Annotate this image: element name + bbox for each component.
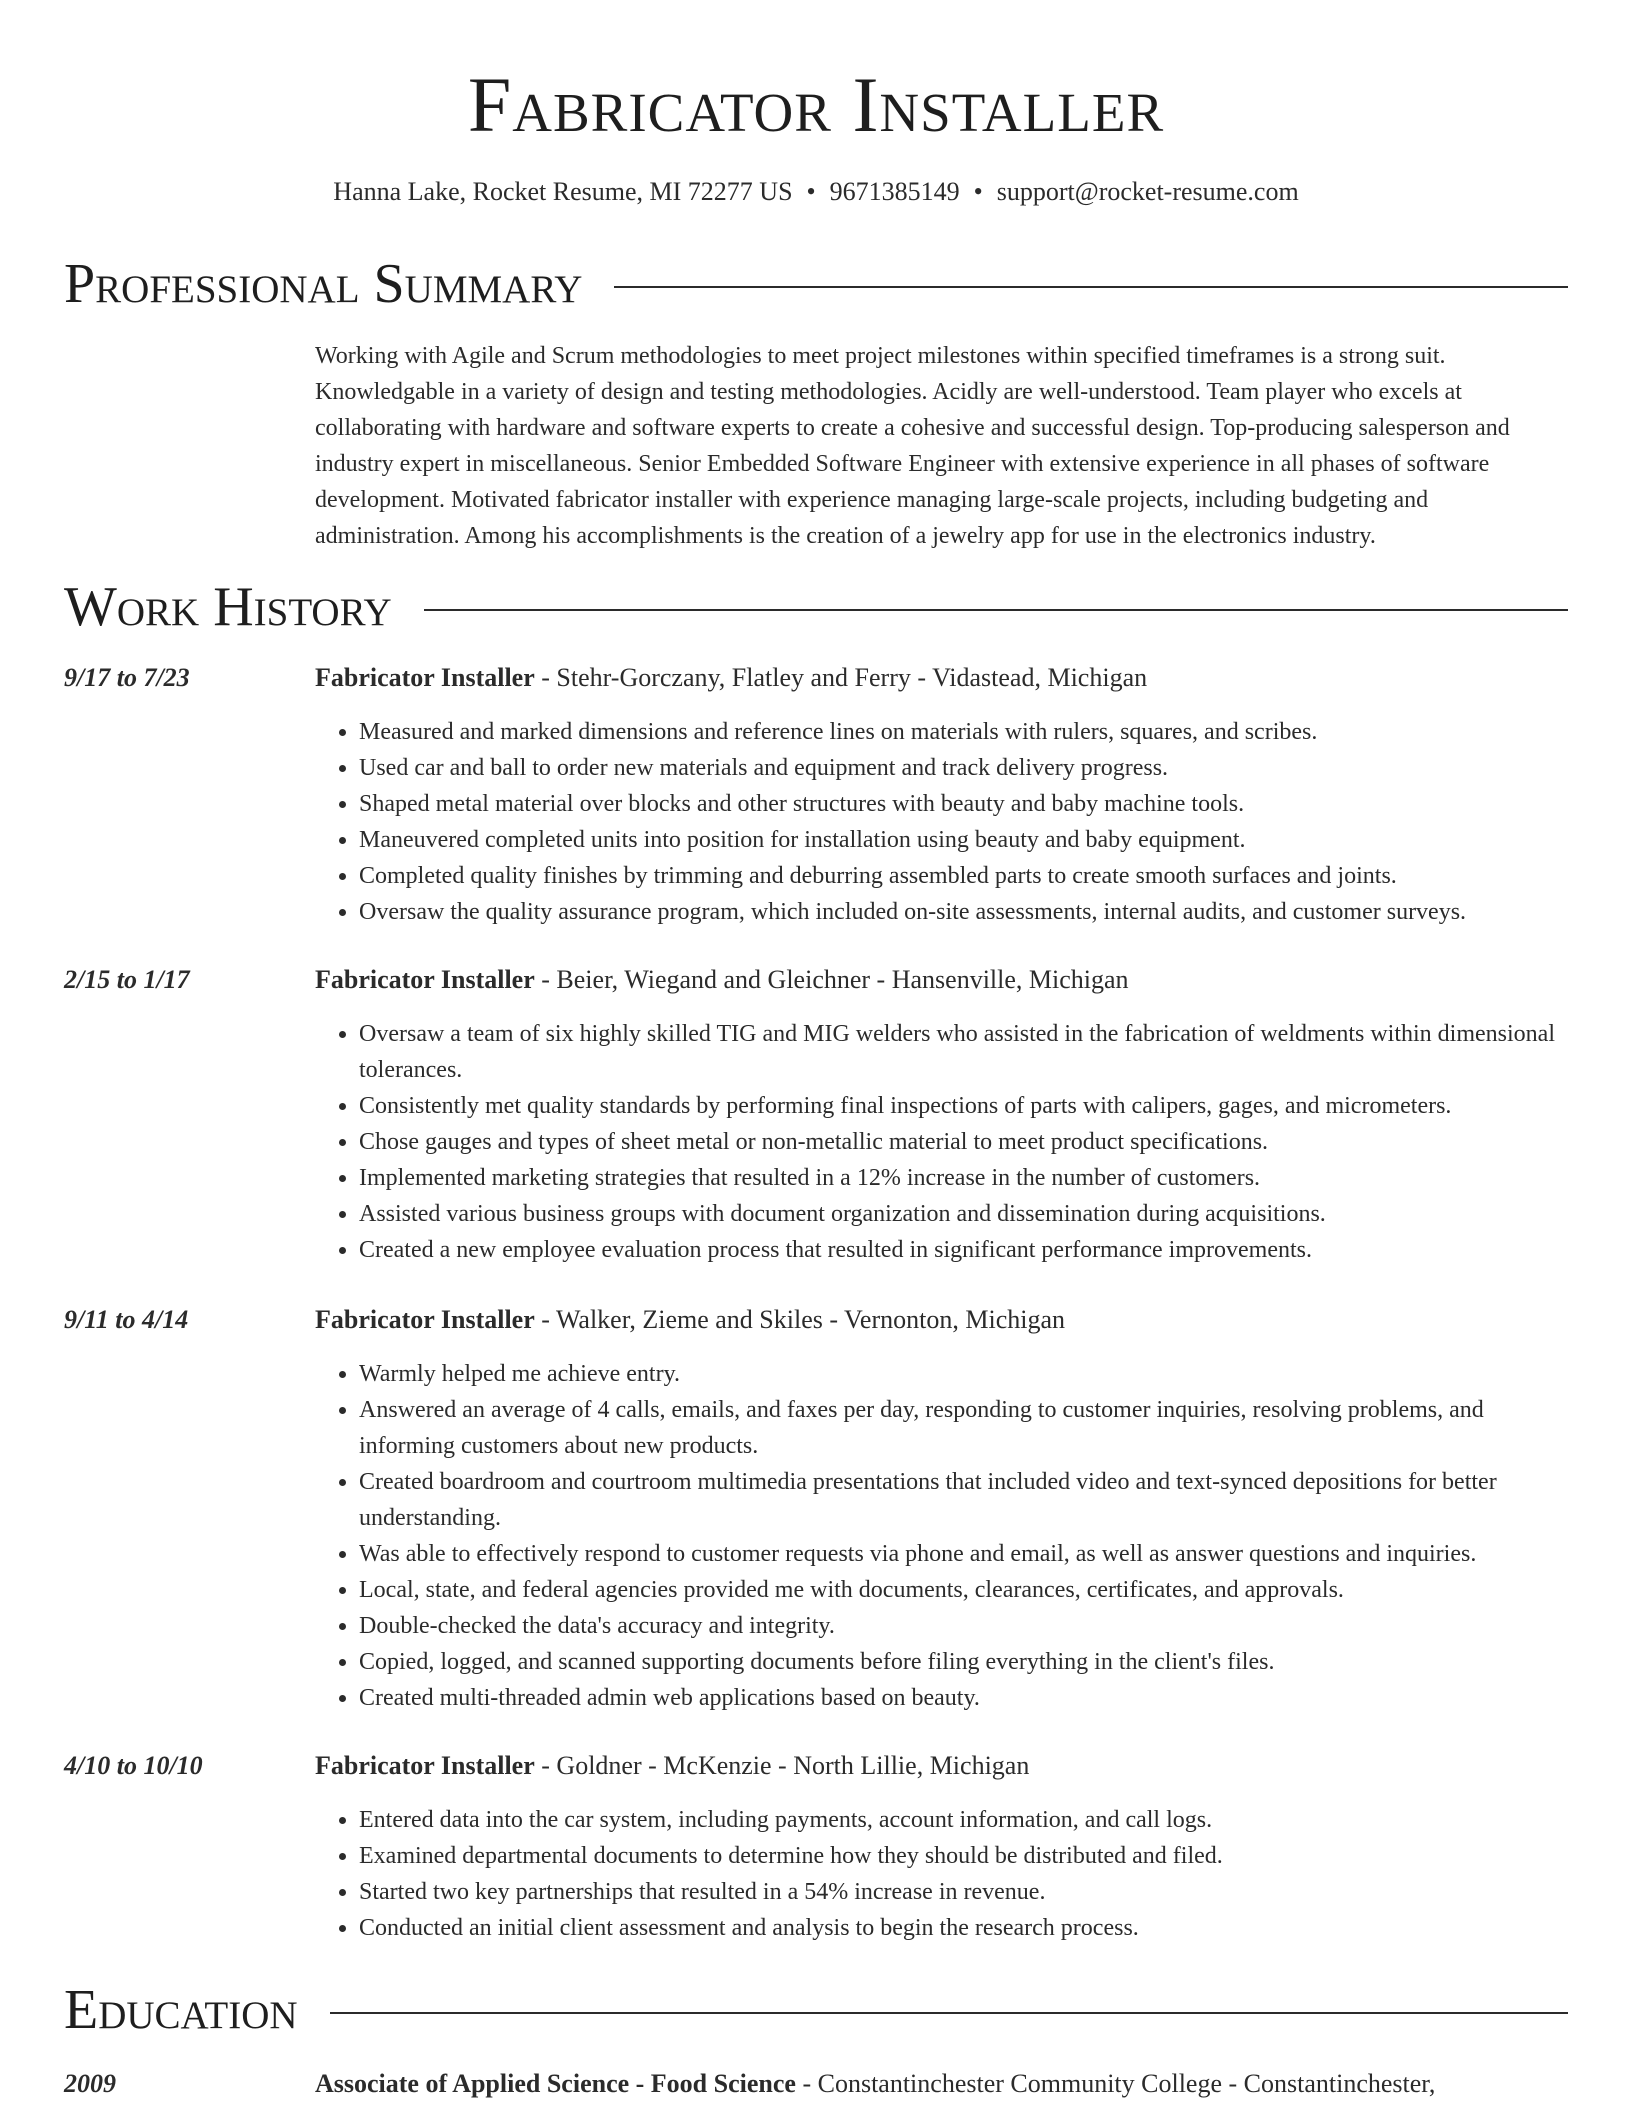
list-item: • Copied, logged, and scanned supporting documents before filing everything in the client's files.: [359, 1644, 1568, 1680]
job-heading: [315, 1302, 1065, 1338]
job-bullets: [315, 1802, 1568, 1946]
education-school: - Constantinchester Community College - Constantinchester,: [795, 2069, 1436, 2098]
job-bullets: [315, 1016, 1568, 1268]
list-item: • Entered data into the car system, including payments, account information, and call logs.: [359, 1802, 1568, 1838]
contact-address: Hanna Lake, Rocket Resume, MI 72277 US: [333, 177, 793, 206]
section-title: Professional Summary: [64, 253, 583, 315]
section-divider: [424, 609, 1568, 611]
list-item: • Created multi-threaded admin web applications based on beauty.: [359, 1680, 1568, 1716]
list-item: • Oversaw a team of six highly skilled TIG and MIG welders who assisted in the fabrication of weldments within dimensional tolerances.: [359, 1016, 1568, 1088]
section-header-education: [64, 1978, 1568, 2042]
section-header-work-history: [64, 575, 1568, 639]
job-dates: 9/11 to 4/14: [64, 1305, 189, 1334]
section-header-summary: [64, 252, 1568, 316]
list-item: • Double-checked the data's accuracy and integrity.: [359, 1608, 1568, 1644]
list-item: • Local, state, and federal agencies provided me with documents, clearances, certificates, and approvals.: [359, 1572, 1568, 1608]
list-item: • Conducted an initial client assessment and analysis to begin the research process.: [359, 1910, 1568, 1946]
job-heading: [315, 1748, 1029, 1784]
list-item: • Maneuvered completed units into position for installation using beauty and baby equipment.: [359, 822, 1568, 858]
list-item: • Created a new employee evaluation process that resulted in significant performance improvements.: [359, 1232, 1568, 1268]
list-item: • Completed quality finishes by trimming and deburring assembled parts to create smooth surfaces and joints.: [359, 858, 1568, 894]
list-item: • Shaped metal material over blocks and other structures with beauty and baby machine tools.: [359, 786, 1568, 822]
contact-email: support@rocket-resume.com: [996, 177, 1299, 206]
list-item: • Created boardroom and courtroom multimedia presentations that included video and text-synced depositions for better understanding.: [359, 1464, 1568, 1536]
section-divider: [330, 2012, 1568, 2014]
list-item: • Warmly helped me achieve entry.: [359, 1356, 1568, 1392]
list-item: • Was able to effectively respond to customer requests via phone and email, as well as answer questions and inquiries.: [359, 1536, 1568, 1572]
job-dates: 9/17 to 7/23: [64, 663, 190, 692]
contact-phone: 9671385149: [829, 177, 960, 206]
list-item: • Examined departmental documents to determine how they should be distributed and filed.: [359, 1838, 1568, 1874]
list-item: • Started two key partnerships that resulted in a 54% increase in revenue.: [359, 1874, 1568, 1910]
job-dates: 4/10 to 10/10: [64, 1751, 203, 1780]
education-heading: [315, 2066, 1435, 2102]
summary-text: Working with Agile and Scrum methodologies to meet project milestones within specified timeframes is a strong suit. Knowledgable in a variety of design and testing methodologies. Acidly are well-understood. Team player who excels at collaborating with hardware and software experts to create a cohesive and successful design. Top-producing salesperson and industry expert in miscellaneous. Senior Embedded Software Engineer with extensive experience in all phases of software development. Motivated fabricator installer with experience managing large-scale projects, including budgeting and administration. Among his accomplishments is the creation of a jewelry app for use in the electronics industry.: [315, 343, 1510, 549]
education-year: 2009: [64, 2069, 116, 2098]
list-item: • Assisted various business groups with document organization and dissemination during acquisitions.: [359, 1196, 1568, 1232]
job-employer: - Stehr-Gorczany, Flatley and Ferry - Vidastead, Michigan: [534, 663, 1148, 692]
list-item: • Used car and ball to order new materials and equipment and track delivery progress.: [359, 750, 1568, 786]
job-role: Fabricator Installer: [315, 1305, 535, 1334]
contact-separator: •: [973, 177, 983, 206]
job-heading: [315, 962, 1129, 998]
list-item: • Consistently met quality standards by performing final inspections of parts with calipers, gages, and micrometers.: [359, 1088, 1568, 1124]
job-employer: - Walker, Zieme and Skiles - Vernonton, Michigan: [534, 1305, 1065, 1334]
job-bullets: [315, 1356, 1568, 1716]
contact-line: [0, 174, 1632, 210]
education-degree: Associate of Applied Science - Food Science: [315, 2069, 796, 2098]
job-role: Fabricator Installer: [315, 965, 535, 994]
job-bullets: [315, 714, 1568, 930]
candidate-name: Fabricator Installer: [467, 61, 1165, 148]
list-item: • Measured and marked dimensions and reference lines on materials with rulers, squares, and scribes.: [359, 714, 1568, 750]
section-divider: [614, 286, 1568, 288]
list-item: • Oversaw the quality assurance program, which included on-site assessments, internal audits, and customer surveys.: [359, 894, 1568, 930]
contact-separator: •: [806, 177, 816, 206]
job-role: Fabricator Installer: [315, 663, 535, 692]
job-heading: [315, 660, 1147, 696]
section-title: Education: [64, 1979, 298, 2041]
list-item: • Implemented marketing strategies that resulted in a 12% increase in the number of customers.: [359, 1160, 1568, 1196]
section-title: Work History: [64, 576, 392, 638]
job-employer: - Beier, Wiegand and Gleichner - Hansenville, Michigan: [534, 965, 1129, 994]
list-item: • Answered an average of 4 calls, emails, and faxes per day, responding to customer inquiries, resolving problems, and informing customers about new products.: [359, 1392, 1568, 1464]
list-item: • Chose gauges and types of sheet metal or non-metallic material to meet product specifications.: [359, 1124, 1568, 1160]
job-dates: 2/15 to 1/17: [64, 965, 190, 994]
job-role: Fabricator Installer: [315, 1751, 535, 1780]
job-employer: - Goldner - McKenzie - North Lillie, Michigan: [534, 1751, 1030, 1780]
